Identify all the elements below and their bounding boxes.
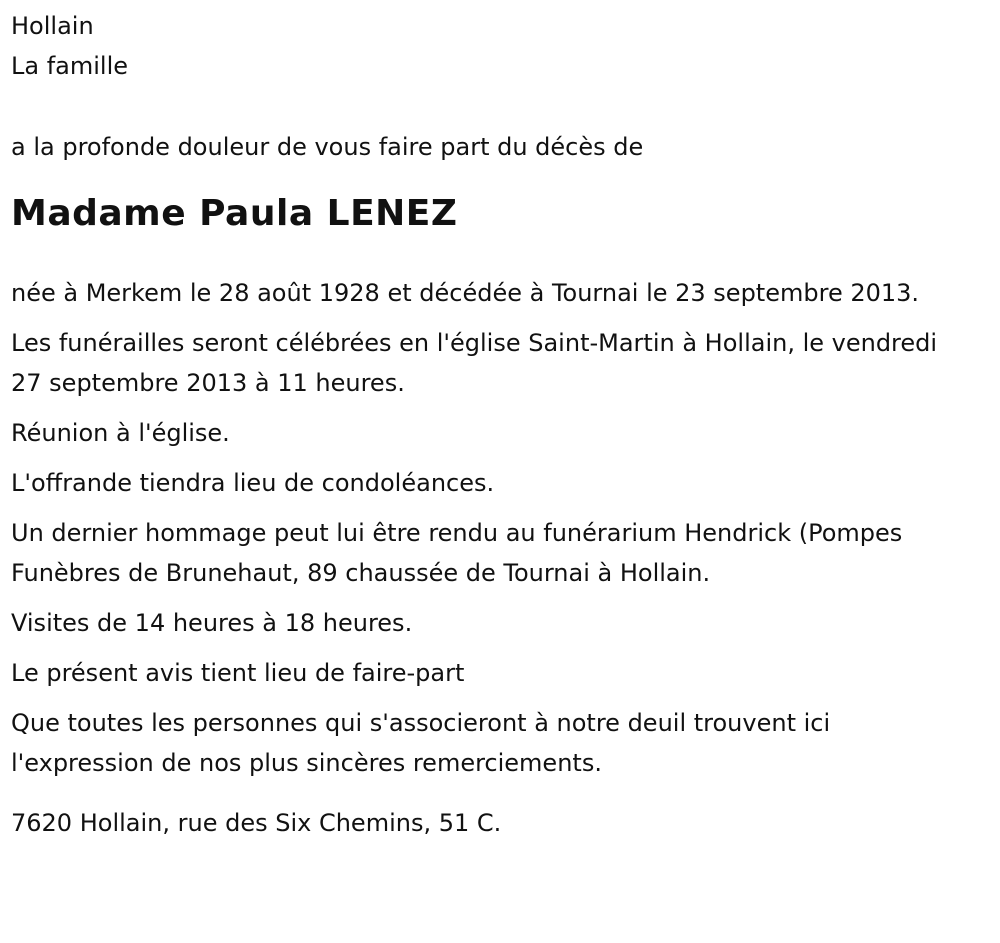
- tribute-paragraph: Un dernier hommage peut lui être rendu au funérarium Hendrick (Pompes Funèbres de Brunehaut, 89 chaussée de Tournai à Hollain.: [11, 519, 903, 587]
- birth-death-paragraph: née à Merkem le 28 août 1928 et décédée à Tournai le 23 septembre 2013.: [11, 279, 920, 307]
- meeting-paragraph: Réunion à l'église.: [11, 419, 230, 447]
- thanks-paragraph: Que toutes les personnes qui s'associeront à notre deuil trouvent ici l'expression de nos plus sincères remerciements.: [11, 709, 831, 777]
- family-text: La famille: [11, 52, 129, 80]
- funeral-paragraph: Les funérailles seront célébrées en l'église Saint-Martin à Hollain, le vendredi 27 septembre 2013 à 11 heures.: [11, 329, 938, 397]
- offering-paragraph: L'offrande tiendra lieu de condoléances.: [11, 469, 495, 497]
- announcement-paragraph: Le présent avis tient lieu de faire-part: [11, 659, 465, 687]
- address-text: 7620 Hollain, rue des Six Chemins, 51 C.: [11, 809, 502, 837]
- intro-text: a la profonde douleur de vous faire part du décès de: [11, 133, 644, 161]
- obituary-notice: [11, 6, 971, 843]
- visits-paragraph: Visites de 14 heures à 18 heures.: [11, 609, 413, 637]
- deceased-name: Madame Paula LENEZ: [11, 193, 458, 234]
- location-text: Hollain: [11, 12, 94, 40]
